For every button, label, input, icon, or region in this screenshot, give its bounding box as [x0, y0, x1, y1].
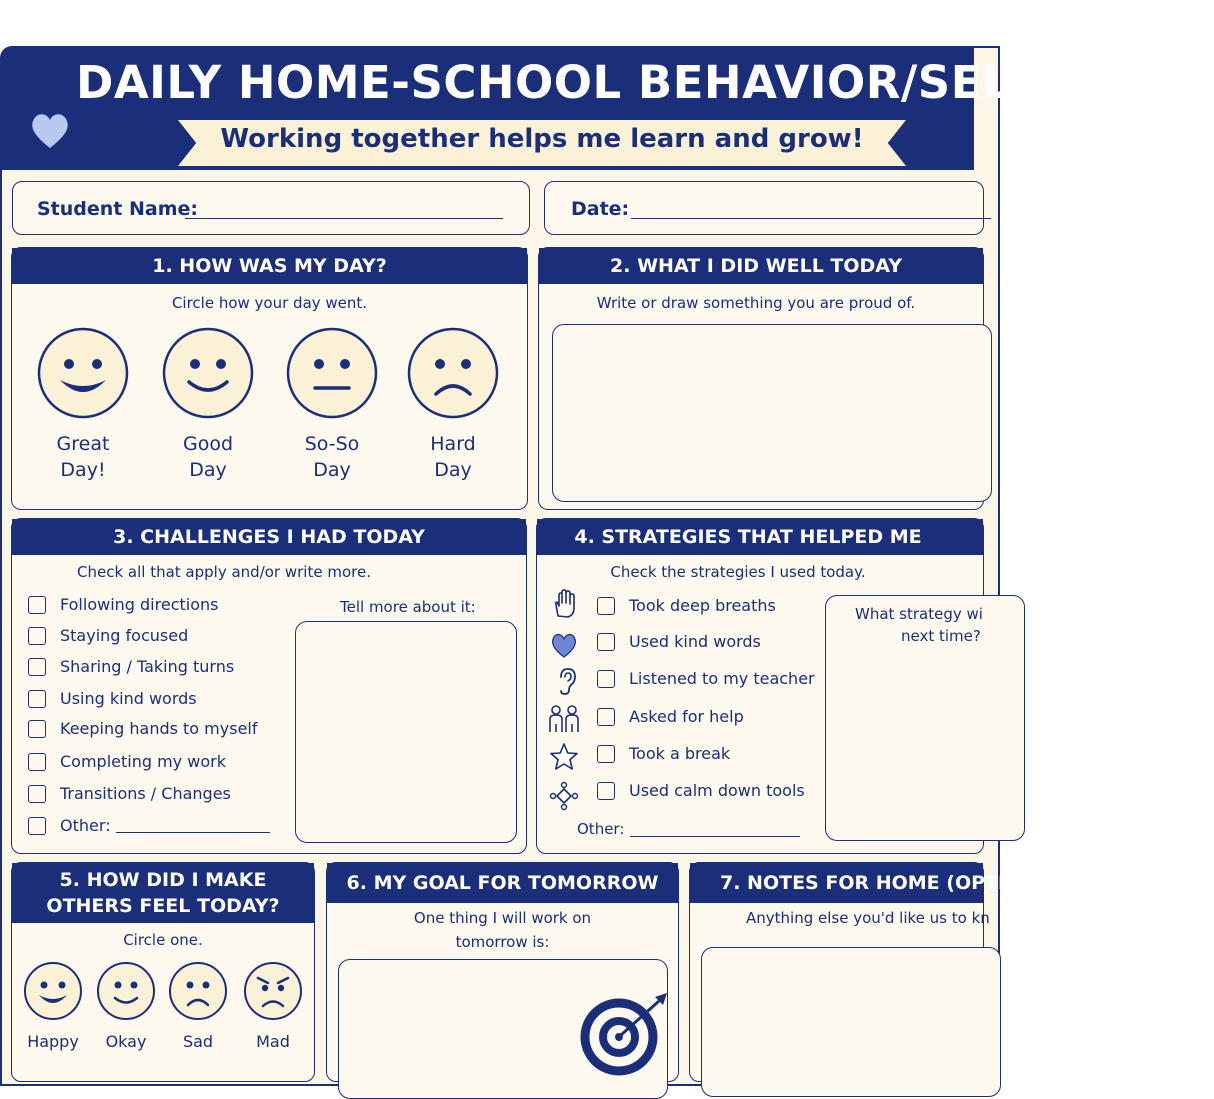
- section-2-heading: 2. WHAT I DID WELL TODAY: [539, 248, 983, 284]
- strategy-label: Listened to my teacher: [629, 669, 815, 688]
- student-name-line: [185, 218, 503, 219]
- section-4-heading: 4. STRATEGIES THAT HELPED ME: [537, 519, 983, 555]
- section-6-instruction-line2: tomorrow is:: [455, 933, 550, 951]
- checkbox[interactable]: [28, 690, 46, 708]
- checkbox[interactable]: [28, 596, 46, 614]
- section-notes-for-home: [689, 862, 1038, 1082]
- challenge-label: Transitions / Changes: [60, 784, 231, 803]
- face-label-good: [161, 431, 255, 483]
- section-challenges: [11, 518, 527, 854]
- mad-face-icon[interactable]: [243, 961, 303, 1021]
- challenge-label: Sharing / Taking turns: [60, 657, 235, 676]
- feel-label-mad: Mad: [256, 1032, 290, 1051]
- section-7-instruction: Anything else you'd like us to kn: [746, 909, 990, 927]
- page-title: DAILY HOME-SCHOOL BEHAVIOR/SEL CHECK-: [76, 56, 1214, 109]
- face-label-line2: Day: [313, 459, 351, 481]
- date-label: Date:: [571, 198, 630, 220]
- next-time-prompt-line2: next time?: [901, 627, 981, 645]
- section-3-instruction: Check all that apply and/or write more.: [77, 563, 371, 581]
- section-5-heading-line1: 5. HOW DID I MAKE: [59, 869, 267, 891]
- feel-label-okay: Okay: [105, 1032, 147, 1051]
- student-name-label: Student Name:: [37, 198, 199, 220]
- checkbox[interactable]: [28, 720, 46, 738]
- checkbox[interactable]: [28, 753, 46, 771]
- challenge-label: Keeping hands to myself: [60, 719, 258, 738]
- section-5-instruction: Circle one.: [123, 931, 203, 949]
- date-line: [631, 218, 991, 219]
- challenge-label: Following directions: [60, 595, 219, 614]
- section-how-was-my-day: [11, 247, 528, 510]
- face-label-line1: Hard: [430, 433, 476, 455]
- happy-face-icon[interactable]: [23, 961, 83, 1021]
- tell-more-box[interactable]: [295, 621, 517, 843]
- next-time-prompt-line1: What strategy wi: [855, 605, 983, 623]
- section-what-i-did-well: [538, 247, 984, 510]
- big-smile-face-icon[interactable]: [36, 326, 130, 420]
- face-label-line2: Day!: [60, 459, 106, 481]
- target-icon: [581, 991, 671, 1071]
- star-icon: [549, 742, 579, 772]
- notes-writing-box[interactable]: [701, 947, 1001, 1097]
- section-how-others-feel: [11, 862, 315, 1082]
- checkbox[interactable]: [597, 633, 615, 651]
- feel-label-happy: Happy: [27, 1032, 79, 1051]
- challenge-other-line[interactable]: [116, 832, 270, 833]
- sad-face-icon[interactable]: [406, 326, 500, 420]
- face-label-so-so: [285, 431, 379, 483]
- section-6-instruction-line1: One thing I will work on: [413, 909, 592, 927]
- checkbox[interactable]: [28, 627, 46, 645]
- section-4-instruction: Check the strategies I used today.: [610, 563, 866, 581]
- face-label-hard: [406, 431, 500, 483]
- section-goal-tomorrow: [326, 862, 679, 1082]
- face-label-great: [36, 431, 130, 483]
- people-icon: [547, 704, 581, 734]
- strategy-label: Used calm down tools: [629, 781, 805, 800]
- heart-icon: [28, 108, 72, 152]
- did-well-drawing-box[interactable]: [552, 324, 992, 502]
- section-3-heading: 3. CHALLENGES I HAD TODAY: [12, 519, 526, 555]
- strategy-label: Took a break: [629, 744, 731, 763]
- neutral-face-icon[interactable]: [285, 326, 379, 420]
- challenge-label: Completing my work: [60, 752, 226, 771]
- challenge-label: Using kind words: [60, 689, 197, 708]
- subtitle: Working together helps me learn and grow!: [220, 124, 864, 154]
- checkbox[interactable]: [28, 658, 46, 676]
- heart-icon: [549, 630, 579, 660]
- face-label-line2: Day: [189, 459, 227, 481]
- challenge-label: Other:: [60, 816, 111, 835]
- ear-icon: [551, 666, 581, 696]
- checkbox[interactable]: [28, 785, 46, 803]
- okay-face-icon[interactable]: [96, 961, 156, 1021]
- feel-label-sad: Sad: [182, 1032, 214, 1051]
- strategy-other-label: Other:: [577, 820, 625, 838]
- section-strategies: [536, 518, 984, 854]
- checkbox[interactable]: [597, 782, 615, 800]
- sad-face-icon[interactable]: [168, 961, 228, 1021]
- section-5-heading-line2: OTHERS FEEL TODAY?: [46, 895, 280, 917]
- date-field[interactable]: [544, 181, 984, 235]
- checkbox[interactable]: [597, 670, 615, 688]
- section-1-instruction: Circle how your day went.: [171, 294, 368, 312]
- section-6-heading: 6. MY GOAL FOR TOMORROW: [327, 863, 678, 903]
- strategy-label: Used kind words: [629, 632, 761, 651]
- checkbox[interactable]: [597, 708, 615, 726]
- checkbox[interactable]: [597, 745, 615, 763]
- section-5-heading: [12, 863, 314, 923]
- checkbox[interactable]: [28, 817, 46, 835]
- hand-icon: [549, 589, 579, 619]
- face-label-line1: Good: [182, 433, 234, 455]
- calm-tools-icon: [549, 781, 579, 811]
- strategy-label: Asked for help: [629, 707, 744, 726]
- section-2-instruction: Write or draw something you are proud of.: [596, 294, 916, 312]
- face-label-line2: Day: [434, 459, 472, 481]
- section-1-heading: 1. HOW WAS MY DAY?: [12, 248, 527, 284]
- checkbox[interactable]: [597, 597, 615, 615]
- smile-face-icon[interactable]: [161, 326, 255, 420]
- section-7-heading: 7. NOTES FOR HOME (OPTION: [690, 863, 983, 903]
- face-label-line1: Great: [56, 433, 110, 455]
- strategy-other-line[interactable]: [630, 836, 800, 837]
- strategy-label: Took deep breaths: [629, 596, 776, 615]
- tell-more-label: Tell more about it:: [340, 598, 476, 616]
- student-name-field[interactable]: [12, 181, 530, 235]
- challenge-label: Staying focused: [60, 626, 189, 645]
- face-label-line1: So-So: [304, 433, 360, 455]
